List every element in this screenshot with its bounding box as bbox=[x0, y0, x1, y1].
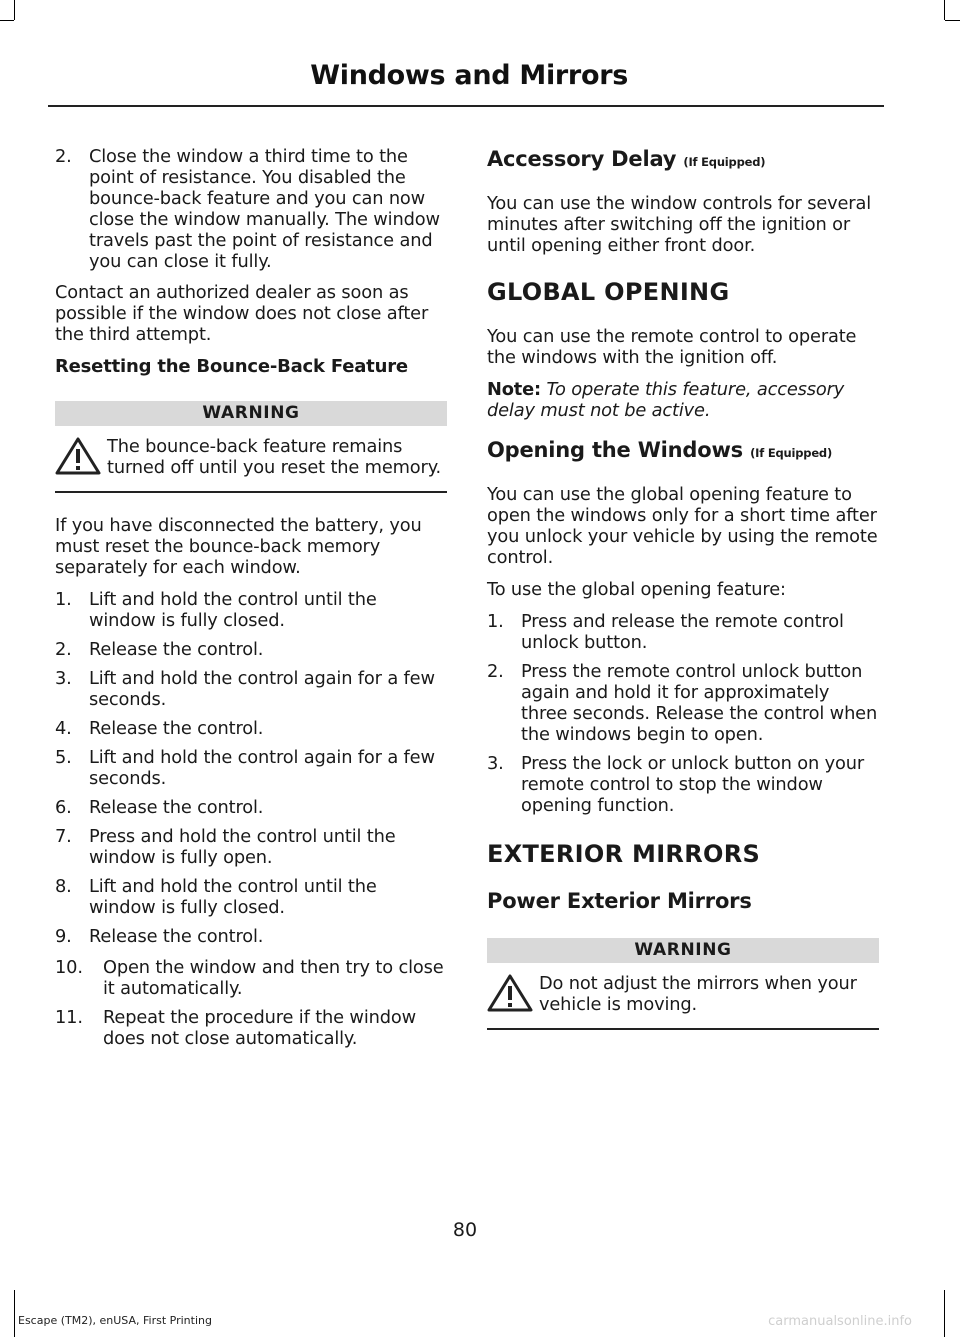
list-item bbox=[55, 1007, 447, 1049]
warning-box bbox=[487, 938, 879, 1030]
step-text: Lift and hold the control until the window is fully closed. bbox=[89, 589, 377, 631]
step-text: Lift and hold the control again for a few seconds. bbox=[89, 668, 435, 710]
step-number: 11. bbox=[55, 1007, 83, 1028]
accessory-delay-text: You can use the window controls for several minutes after switching off the ignition or until opening either front door. bbox=[487, 193, 871, 256]
list-item bbox=[487, 753, 879, 816]
list-item bbox=[487, 661, 879, 745]
step-text: Press and release the remote control unlock button. bbox=[521, 611, 844, 653]
step-number: 5. bbox=[55, 747, 72, 768]
step-text: Release the control. bbox=[89, 718, 264, 739]
list-item bbox=[55, 718, 447, 739]
step-number: 1. bbox=[487, 611, 504, 632]
step-text: Lift and hold the control until the window is fully closed. bbox=[89, 876, 377, 918]
power-mirrors-heading: Power Exterior Mirrors bbox=[487, 889, 752, 913]
list-item bbox=[55, 876, 447, 918]
note-text: To operate this feature, accessory delay must not be active. bbox=[487, 379, 845, 421]
note bbox=[487, 379, 879, 421]
step-number: 4. bbox=[55, 718, 72, 739]
list-item bbox=[55, 797, 447, 818]
step-number: 2. bbox=[487, 661, 504, 682]
page-number: 80 bbox=[452, 1219, 478, 1241]
exterior-mirrors-heading: EXTERIOR MIRRORS bbox=[487, 840, 761, 868]
reset-heading: Resetting the Bounce-Back Feature bbox=[55, 356, 408, 377]
if-equipped-label: (If Equipped) bbox=[750, 446, 833, 460]
warning-body bbox=[55, 426, 447, 493]
warning-triangle-icon bbox=[55, 436, 107, 482]
opening-steps bbox=[487, 611, 879, 816]
warning-box bbox=[55, 401, 447, 493]
warning-body bbox=[487, 963, 879, 1030]
list-item bbox=[55, 926, 447, 947]
step-number: 2. bbox=[55, 639, 72, 660]
list-item bbox=[487, 611, 879, 653]
step-text: Release the control. bbox=[89, 926, 264, 947]
step-number: 1. bbox=[55, 589, 72, 610]
crop-mark bbox=[945, 20, 960, 21]
warning-triangle-icon bbox=[487, 973, 539, 1019]
list-item bbox=[55, 146, 447, 272]
header-rule bbox=[48, 105, 884, 107]
list-item bbox=[55, 639, 447, 660]
warning-text: Do not adjust the mirrors when your vehicle is moving. bbox=[539, 973, 857, 1015]
reset-steps-continued bbox=[55, 957, 447, 1049]
step-number: 8. bbox=[55, 876, 72, 897]
list-item bbox=[55, 589, 447, 631]
step-text: Repeat the procedure if the window does not close automatically. bbox=[103, 1007, 416, 1049]
continued-steps bbox=[55, 146, 447, 272]
list-item bbox=[55, 826, 447, 868]
global-opening-text: You can use the remote control to operate the windows with the ignition off. bbox=[487, 326, 857, 368]
right-column bbox=[487, 146, 879, 1052]
heading-text: Opening the Windows bbox=[487, 438, 743, 462]
step-text: Press the lock or unlock button on your remote control to stop the window opening function. bbox=[521, 753, 864, 816]
step-text: Release the control. bbox=[89, 797, 264, 818]
crop-mark bbox=[14, 0, 15, 20]
opening-windows-heading bbox=[487, 437, 879, 466]
step-number: 7. bbox=[55, 826, 72, 847]
crop-mark bbox=[14, 1290, 15, 1337]
step-number: 3. bbox=[487, 753, 504, 774]
step-number: 10. bbox=[55, 957, 83, 978]
if-equipped-label: (If Equipped) bbox=[683, 155, 766, 169]
crop-mark bbox=[0, 20, 14, 21]
warning-text: The bounce-back feature remains turned off until you reset the memory. bbox=[107, 436, 442, 478]
dealer-paragraph: Contact an authorized dealer as soon as possible if the window does not close after the third attempt. bbox=[55, 282, 429, 345]
crop-mark bbox=[944, 1290, 945, 1337]
page-title: Windows and Mirrors bbox=[310, 60, 628, 91]
list-item bbox=[55, 747, 447, 789]
step-number: 3. bbox=[55, 668, 72, 689]
opening-windows-lead: To use the global opening feature: bbox=[487, 579, 786, 600]
step-text: Close the window a third time to the point of resistance. You disabled the bounce-back feature and you can now close the window manually. The window travels past the point of resistance and you can close it fully. bbox=[89, 146, 440, 272]
warning-title: WARNING bbox=[55, 401, 447, 426]
left-column bbox=[55, 146, 447, 1059]
step-text: Release the control. bbox=[89, 639, 264, 660]
step-number: 9. bbox=[55, 926, 72, 947]
step-number: 6. bbox=[55, 797, 72, 818]
step-number: 2. bbox=[55, 146, 72, 167]
global-opening-heading: GLOBAL OPENING bbox=[487, 278, 730, 306]
step-text: Open the window and then try to close it automatically. bbox=[103, 957, 444, 999]
crop-mark bbox=[944, 0, 945, 20]
watermark: carmanualsonline.info bbox=[768, 1314, 912, 1329]
note-label: Note: bbox=[487, 379, 542, 400]
list-item bbox=[55, 668, 447, 710]
opening-windows-text: You can use the global opening feature to open the windows only for a short time after you unlock your vehicle by using the remote control. bbox=[487, 484, 878, 568]
accessory-delay-heading bbox=[487, 146, 879, 175]
warning-title: WARNING bbox=[487, 938, 879, 963]
reset-steps bbox=[55, 589, 447, 947]
intro-paragraph: If you have disconnected the battery, you must reset the bounce-back memory separately for each window. bbox=[55, 515, 422, 578]
step-text: Press and hold the control until the window is fully open. bbox=[89, 826, 396, 868]
step-text: Press the remote control unlock button again and hold it for approximately three seconds. Release the control when the windows begin to open. bbox=[521, 661, 878, 745]
step-text: Lift and hold the control again for a few seconds. bbox=[89, 747, 435, 789]
heading-text: Accessory Delay bbox=[487, 147, 677, 171]
edition-footer: Escape (TM2), enUSA, First Printing bbox=[18, 1314, 212, 1327]
list-item bbox=[55, 957, 447, 999]
